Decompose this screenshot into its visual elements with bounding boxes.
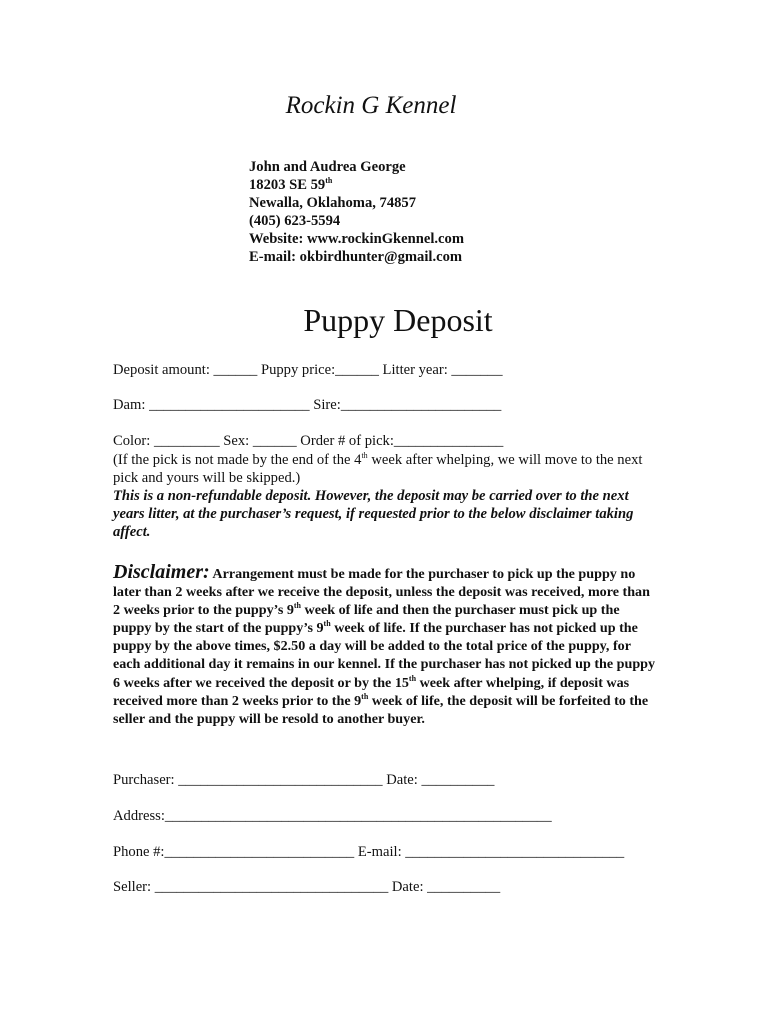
disclaimer-heading: Disclaimer: (113, 561, 210, 583)
contact-block (249, 158, 464, 266)
street-address (249, 176, 464, 194)
disclaimer-paragraph (113, 563, 658, 728)
kennel-name: Rockin G Kennel (285, 92, 457, 119)
disclaimer-sup: th (361, 691, 369, 701)
disclaimer-text: week of life, the deposit will be forfeited to the seller and the puppy will be resold to another buyer. (113, 692, 649, 727)
pick-note (113, 451, 658, 487)
disclaimer-text: week of life and then the purchaser must pick up the puppy by the start of the puppy’s 9 (113, 602, 620, 637)
disclaimer-text: week after whelping, if deposit was received more than 2 weeks prior to the 9 (113, 674, 630, 709)
website: Website: www.rockinGkennel.com (249, 231, 464, 247)
pick-note-part2: week after whelping, we will move to the next pick and yours will be skipped.) (113, 452, 643, 486)
phone-number: (405) 623-5594 (249, 213, 341, 229)
color-sex-order-line: Color: _________ Sex: ______ Order # of pick:_______________ (113, 433, 504, 449)
dam-sire-line: Dam: ______________________ Sire:______________________ (113, 397, 502, 413)
disclaimer-text: week of life. If the purchaser has not picked up the puppy by the above times, $2.50 a day will be added to the total price of the puppy, for each additional day it remains in our kennel. If the purchaser has not picked up the puppy 6 weeks after we received the deposit or by the 15 (113, 620, 656, 691)
address-line: Address:_____________________________________________________ (113, 808, 552, 824)
disclaimer-sup: th (408, 673, 417, 683)
disclaimer-text: Arrangement must be made for the purchaser to pick up the puppy no later than 2 weeks after we receive the deposit, unless the deposit was received, more than 2 weeks prior to the puppy’s 9 (113, 566, 650, 619)
seller-date-line: Seller: ________________________________ Date: __________ (113, 879, 501, 895)
disclaimer-sup: th (293, 601, 302, 611)
deposit-price-year-line: Deposit amount: ______ Puppy price:______ Litter year: _______ (113, 362, 503, 378)
street-suffix: th (325, 176, 333, 185)
email: E-mail: okbirdhunter@gmail.com (249, 249, 463, 265)
owners-name: John and Audrea George (249, 159, 406, 175)
page-title: Puppy Deposit (303, 302, 493, 338)
city-line: Newalla, Oklahoma, 74857 (249, 195, 417, 211)
pick-note-part1: (If the pick is not made by the end of the 4 (113, 452, 362, 468)
nonrefundable-note: This is a non-refundable deposit. However, the deposit may be carried over to the next years litter, at the purchaser’s request, if requested prior to the below disclaimer taking affect. (113, 488, 634, 540)
purchaser-date-line: Purchaser: ____________________________ Date: __________ (113, 772, 495, 788)
phone-email-line: Phone #:__________________________ E-mail: ______________________________ (113, 844, 625, 860)
disclaimer-sup: th (323, 619, 331, 629)
pick-note-sup: th (361, 451, 368, 460)
street-number: 18203 SE 59 (249, 177, 326, 193)
